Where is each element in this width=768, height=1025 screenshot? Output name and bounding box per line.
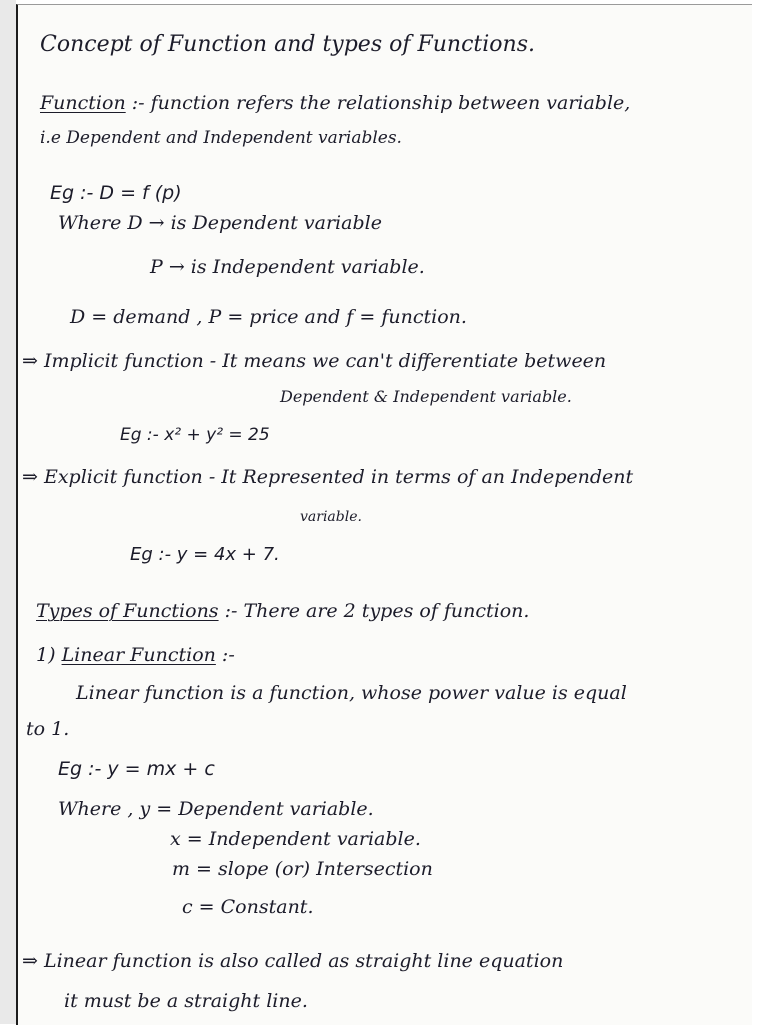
types-heading: Types of Functions bbox=[36, 600, 219, 622]
linear-where-x: x = Independent variable. bbox=[170, 828, 421, 850]
left-scan-edge bbox=[0, 0, 16, 1024]
linear-heading: Linear Function bbox=[61, 644, 216, 666]
implicit-function-line-1: ⇒ Implicit function - It means we can't differentiate between bbox=[22, 350, 607, 372]
page-title: Concept of Function and types of Functions. bbox=[40, 32, 535, 57]
example1-where-d: Where D → is Dependent variable bbox=[58, 212, 382, 234]
example1-where-p: P → is Independent variable. bbox=[150, 256, 425, 278]
function-definition-text: :- function refers the relationship between variable, bbox=[131, 92, 631, 114]
explicit-example: Eg :- y = 4x + 7. bbox=[130, 544, 280, 565]
linear-note-line-1: ⇒ Linear function is also called as straight line equation bbox=[22, 950, 564, 972]
linear-definition-line-2: to 1. bbox=[26, 718, 70, 740]
linear-note-line-2: it must be a straight line. bbox=[64, 990, 308, 1012]
implicit-function-line-2: Dependent & Independent variable. bbox=[280, 387, 572, 406]
linear-where-y: Where , y = Dependent variable. bbox=[58, 798, 374, 820]
types-heading-line bbox=[36, 599, 529, 623]
linear-where-c: c = Constant. bbox=[182, 896, 314, 918]
linear-definition-line-1: Linear function is a function, whose power value is equal bbox=[76, 682, 627, 704]
example1-legend: D = demand , P = price and f = function. bbox=[70, 306, 467, 328]
types-heading-text: :- There are 2 types of function. bbox=[224, 600, 530, 622]
function-definition-line-1 bbox=[40, 91, 630, 115]
notebook-page bbox=[16, 4, 752, 1025]
linear-heading-number: 1) bbox=[36, 644, 56, 666]
function-term: Function bbox=[40, 92, 126, 114]
linear-where-m: m = slope (or) Intersection bbox=[172, 858, 433, 880]
linear-heading-colon: :- bbox=[221, 644, 235, 666]
example1-equation: Eg :- D = f (p) bbox=[50, 182, 182, 204]
linear-heading-line bbox=[36, 643, 235, 667]
explicit-function-line-1: ⇒ Explicit function - It Represented in terms of an Independent bbox=[22, 466, 634, 488]
function-definition-line-2: i.e Dependent and Independent variables. bbox=[40, 128, 402, 148]
explicit-function-line-2: variable. bbox=[300, 509, 362, 525]
implicit-example: Eg :- x² + y² = 25 bbox=[120, 425, 270, 445]
linear-example: Eg :- y = mx + c bbox=[58, 758, 215, 780]
